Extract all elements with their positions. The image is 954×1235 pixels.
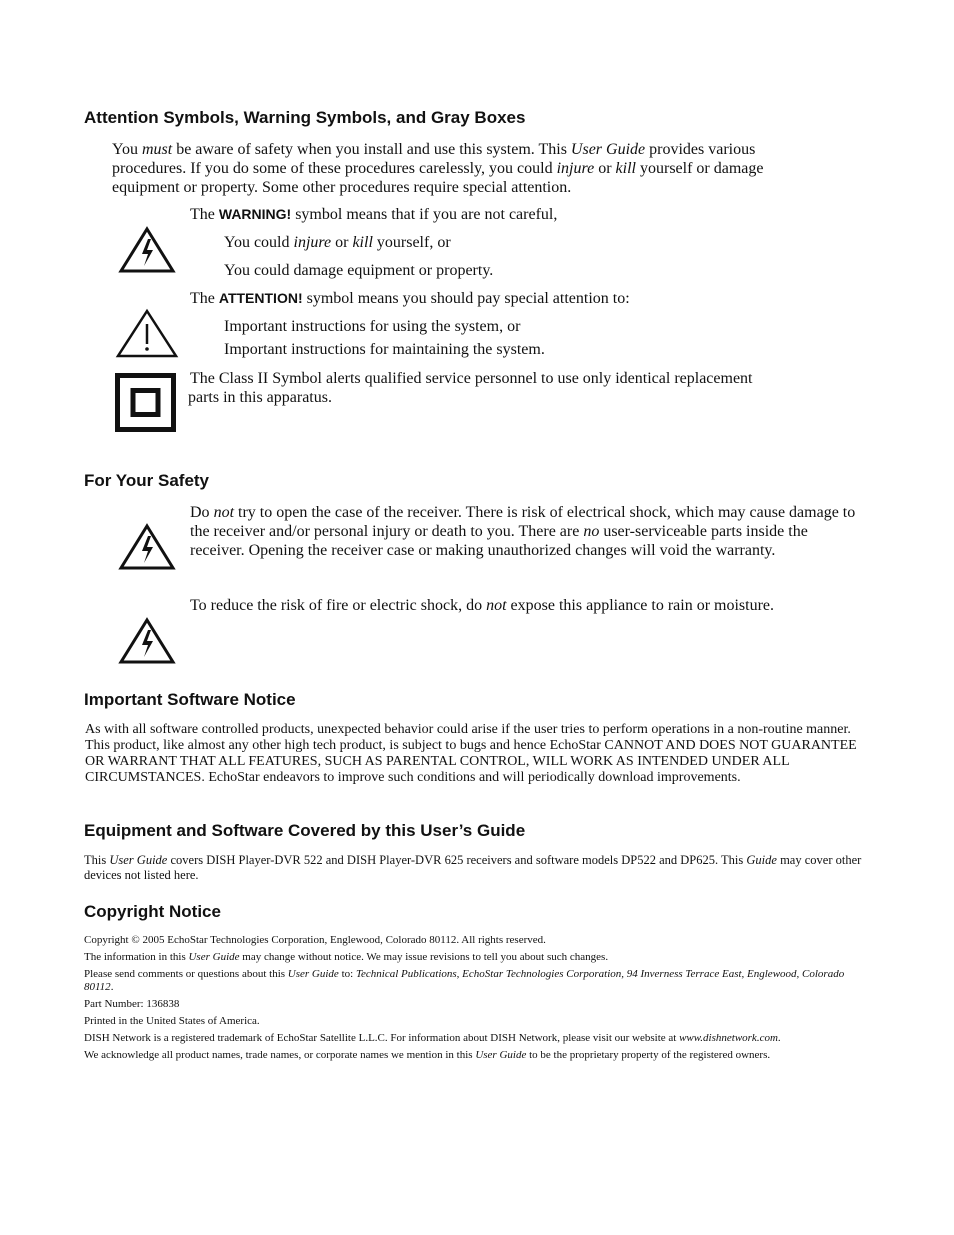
attention-keyword: ATTENTION! [218, 290, 303, 306]
attention-exclamation-icon [115, 308, 179, 360]
safety-moisture-paragraph [190, 596, 870, 615]
heading-equipment-covered: Equipment and Software Covered by this User’s Guide [84, 821, 526, 840]
comments-address-line [84, 968, 854, 994]
text: symbol means that if you are not careful, [291, 206, 558, 223]
text: The [190, 206, 219, 223]
part-number-line: Part Number: 136838 [84, 998, 180, 1010]
text: symbol means you should pay special attention to: [302, 290, 630, 307]
class-ii-line-1: The Class II Symbol alerts qualified service personnel to use only identical replacement [190, 370, 753, 387]
emphasis: User Guide [570, 141, 646, 158]
emphasis: Guide [746, 853, 777, 867]
text: may cover other devices not listed here. [84, 853, 862, 882]
text: The information in this [84, 951, 189, 963]
text: Please send comments or questions about this [84, 968, 288, 980]
text: or [331, 234, 353, 251]
heading-attention-symbols: Attention Symbols, Warning Symbols, and Gray Boxes [84, 108, 526, 127]
emphasis: User Guide [188, 951, 240, 963]
text: yourself or damage equipment or property. Some other procedures require special attention. [112, 160, 764, 196]
text: We acknowledge all product names, trade names, or corporate names we mention in this [84, 1049, 476, 1061]
heading-copyright-notice: Copyright Notice [84, 902, 221, 921]
text: to: [338, 968, 356, 980]
text: may change without notice. We may issue revisions to tell you about such changes. [239, 951, 609, 963]
electric-shock-warning-icon [118, 226, 176, 274]
emphasis: kill [615, 160, 636, 177]
text: try to open the case of the receiver. There is risk of electrical shock, which may cause damage to the receiver and/or personal injury or death to you. There are [190, 504, 856, 540]
emphasis: not [213, 504, 235, 521]
text: expose this appliance to rain or moisture. [506, 597, 775, 614]
emphasis: no [583, 523, 600, 540]
text: or [594, 160, 616, 177]
warning-description [190, 205, 870, 224]
text: DISH Network is a registered trademark of EchoStar Satellite L.L.C. For information about DISH Network, please visit our website at [84, 1032, 680, 1044]
electric-shock-warning-icon [118, 617, 176, 665]
software-notice-body: As with all software controlled products, unexpected behavior could arise if the user tries to perform operations in a non-routine manner. This product, like almost any other high tech product, is subject to bugs and hence EchoStar CANNOT AND DOES NOT GUARANTEE OR WARRANT THAT ALL FEATURES, SUCH AS PARENTAL CONTROL, WILL WORK AS INTENDED UNDER ALL CIRCUMSTANCES. EchoStar endeavors to improve such conditions and will periodically download improvements. [85, 722, 857, 785]
emphasis: injure [293, 234, 332, 251]
electric-shock-warning-icon [118, 523, 176, 571]
copyright-line: Copyright © 2005 EchoStar Technologies Corporation, Englewood, Colorado 80112. All rights reserved. [84, 934, 546, 946]
text: yourself, or [372, 234, 451, 251]
attention-description [190, 289, 870, 308]
emphasis: User Guide [475, 1049, 527, 1061]
text: . [110, 981, 114, 993]
attention-item-using: Important instructions for using the system, or [224, 318, 521, 335]
heading-for-your-safety: For Your Safety [84, 471, 210, 490]
website-link: www.dishnetwork.com [679, 1032, 778, 1044]
text: Do [190, 504, 214, 521]
safety-case-warning-paragraph [190, 503, 860, 560]
text: covers DISH Player-DVR 522 and DISH Player-DVR 625 receivers and software models DP522 and DP625. This [167, 853, 747, 867]
class-ii-symbol-icon [115, 373, 176, 432]
text: provides various procedures. If you do some of these procedures carelessly, you could [112, 141, 756, 177]
emphasis: not [486, 597, 507, 614]
revisions-line [84, 951, 874, 964]
warning-item-injure [224, 233, 844, 252]
warning-item-damage: You could damage equipment or property. [224, 262, 494, 279]
printed-in-line: Printed in the United States of America. [84, 1015, 260, 1027]
emphasis: User Guide [109, 853, 168, 867]
text: user-serviceable parts inside the receiver. Opening the receiver case or making unauthorized changes will void the warranty. [190, 523, 808, 559]
text: This [84, 853, 110, 867]
text: To reduce the risk of fire or electric shock, do [190, 597, 487, 614]
text: . [777, 1032, 781, 1044]
text: You [112, 141, 142, 158]
emphasis: Technical Publications, EchoStar Technologies Corporation, 94 Inverness Terrace East, Englewood, Colorado 80112 [84, 968, 845, 993]
emphasis: kill [352, 234, 373, 251]
text: The [190, 290, 219, 307]
attention-item-maintaining: Important instructions for maintaining the system. [224, 341, 545, 358]
text: You could [224, 234, 294, 251]
emphasis: injure [556, 160, 595, 177]
emphasis: User Guide [287, 968, 339, 980]
emphasis: must [141, 141, 173, 158]
text: be aware of safety when you install and use this system. This [172, 141, 571, 158]
attention-intro-paragraph [112, 140, 832, 197]
text: to be the proprietary property of the registered owners. [526, 1049, 771, 1061]
warning-keyword: WARNING! [218, 206, 292, 222]
trademark-line [84, 1032, 874, 1045]
equipment-covered-body [84, 853, 874, 883]
class-ii-line-2: parts in this apparatus. [188, 389, 332, 406]
heading-important-software-notice: Important Software Notice [84, 690, 296, 709]
acknowledgement-line [84, 1049, 874, 1062]
